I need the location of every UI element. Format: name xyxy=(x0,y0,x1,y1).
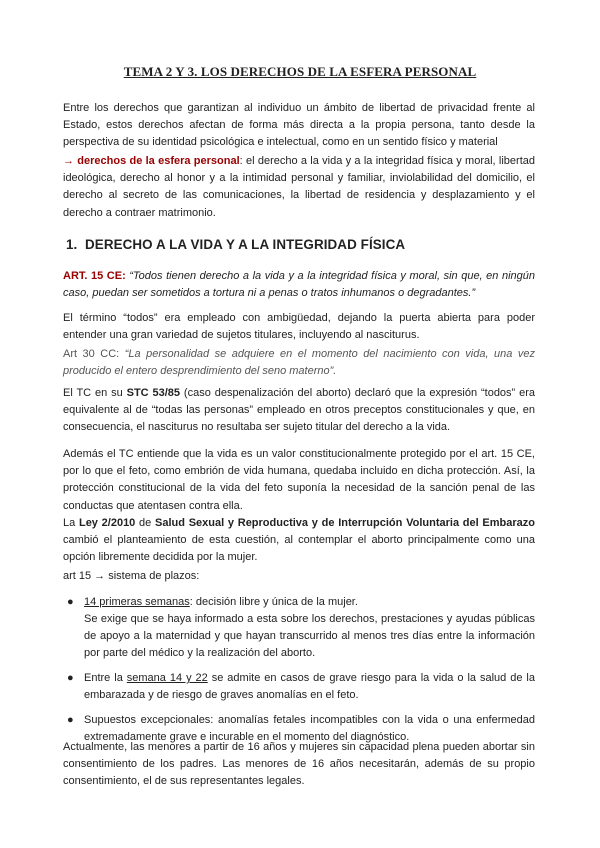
derechos-bold: derechos de la esfera personal xyxy=(77,155,240,167)
stc-pre: El TC en su xyxy=(63,387,127,399)
derechos-text: : el derecho a la vida y a la integridad física y moral, libertad ideológica, derecho al honor y a la intimidad personal y familiar, inviolabilidad del domicilio, el derecho al secreto de las comunicaciones, la libertad de residencia y desplazamiento y el derecho a contraer matrimonio. xyxy=(63,155,535,219)
bullet-text: Supuestos excepcionales: anomalías fetales incompatibles con la vida o una enfermedad extremadamente grave e incurable en el momento del diagnóstico. xyxy=(84,714,535,743)
section-title: DERECHO A LA VIDA Y A LA INTEGRIDAD FÍSICA xyxy=(85,237,406,252)
ley-pre: La xyxy=(63,517,79,529)
bullet-extra: Se exige que se haya informado a esta sobre los derechos, prestaciones y ayudas públicas de apoyo a la maternidad y que hayan transcurrido al menos tres días entre la información por parte del médico y la realización del aborto. xyxy=(84,613,535,659)
plazos-paragraph: art 15 → sistema de plazos: xyxy=(63,570,200,582)
art30-quote: “La personalidad se adquiere en el momento del nacimiento con vida, una vez producido el entero desprendimiento del seno materno”. xyxy=(63,348,535,378)
bullet-text: : decisión libre y única de la mujer. xyxy=(189,596,358,608)
bullet-underline: 14 primeras semanas xyxy=(84,596,190,608)
section-heading xyxy=(66,237,405,252)
derechos-paragraph xyxy=(63,153,535,222)
intro-paragraph: Entre los derechos que garantizan al individuo un ámbito de libertad de privacidad frente al Estado, estos derechos afectan de forma más directa a la propia persona, tanto desde la perspectiva de su identidad psicológica e intelectual, como en un sentido físico y material xyxy=(63,102,535,149)
art15-quote: “Todos tienen derecho a la vida y a la integridad física y moral, sin que, en ningún caso, puedan ser sometidos a tortura ni a penas o tratos inhumanos o degradantes.” xyxy=(63,270,535,300)
stc-post: (caso despenalización del aborto) declaró que la expresión “todos” era equivalente al de “todas las personas” empleado en otros preceptos constitucionales y que, en consecuencia, el nasciturus no resultaba ser sujeto titular del derecho a la vida. xyxy=(63,387,535,434)
stc-bold: STC 53/85 xyxy=(126,387,181,399)
ley-paragraph xyxy=(63,515,535,567)
ley-bold-1: Ley 2/2010 xyxy=(78,517,136,529)
bullet-icon: ● xyxy=(67,596,74,608)
bullet-text: se admite en casos de grave riesgo para la vida o la salud de la embarazada y de riesgo de graves anomalías en el feto. xyxy=(84,672,535,701)
section-number: 1. xyxy=(66,237,78,252)
stc-paragraph xyxy=(63,385,535,437)
art30-paragraph xyxy=(63,346,535,380)
list-item xyxy=(63,594,535,662)
bullet-icon: ● xyxy=(67,672,74,684)
todos-paragraph: El término “todos” era empleado con ambigüedad, dejando la puerta abierta para poder entender una gran variedad de sujetos titulares, incluyendo al nasciturus. xyxy=(63,312,535,342)
ley-bold-2: Salud Sexual y Reproductiva y de Interrupción Voluntaria del Embarazo xyxy=(155,517,535,529)
ademas-paragraph: Además el TC entiende que la vida es un valor constitucionalmente protegido por el art. 15 CE, por lo que el feto, como embrión de vida humana, quedaba incluido en dicha protección. Así, la protección constitucional de la vida del feto suponía la necesidad de la sanción penal de las conductas que atentasen contra ella. xyxy=(63,448,535,512)
ley-mid: de xyxy=(135,517,156,529)
art15-paragraph xyxy=(63,268,535,302)
bullet-pre: Entre la xyxy=(84,672,127,684)
bullet-underline: semana 14 y 22 xyxy=(126,672,208,684)
arrow-icon: → xyxy=(63,155,74,167)
document-title: TEMA 2 Y 3. LOS DERECHOS DE LA ESFERA PERSONAL xyxy=(123,64,477,79)
ley-post: cambió el planteamiento de esta cuestión, al contemplar el aborto principalmente como una opción libremente decidida por la mujer. xyxy=(63,534,535,564)
bullet-icon: ● xyxy=(67,714,74,726)
list-item xyxy=(63,670,535,704)
art15-label: ART. 15 CE: xyxy=(63,270,126,282)
plazos-list xyxy=(63,594,535,754)
art30-lead: Art 30 CC: xyxy=(63,348,125,360)
actualmente-paragraph: Actualmente, las menores a partir de 16 años y mujeres sin capacidad plena pueden abortar sin consentimiento de los padres. Las menores de 16 años necesitarán, además de su propio consentimiento, el de sus representantes legales. xyxy=(63,741,535,788)
